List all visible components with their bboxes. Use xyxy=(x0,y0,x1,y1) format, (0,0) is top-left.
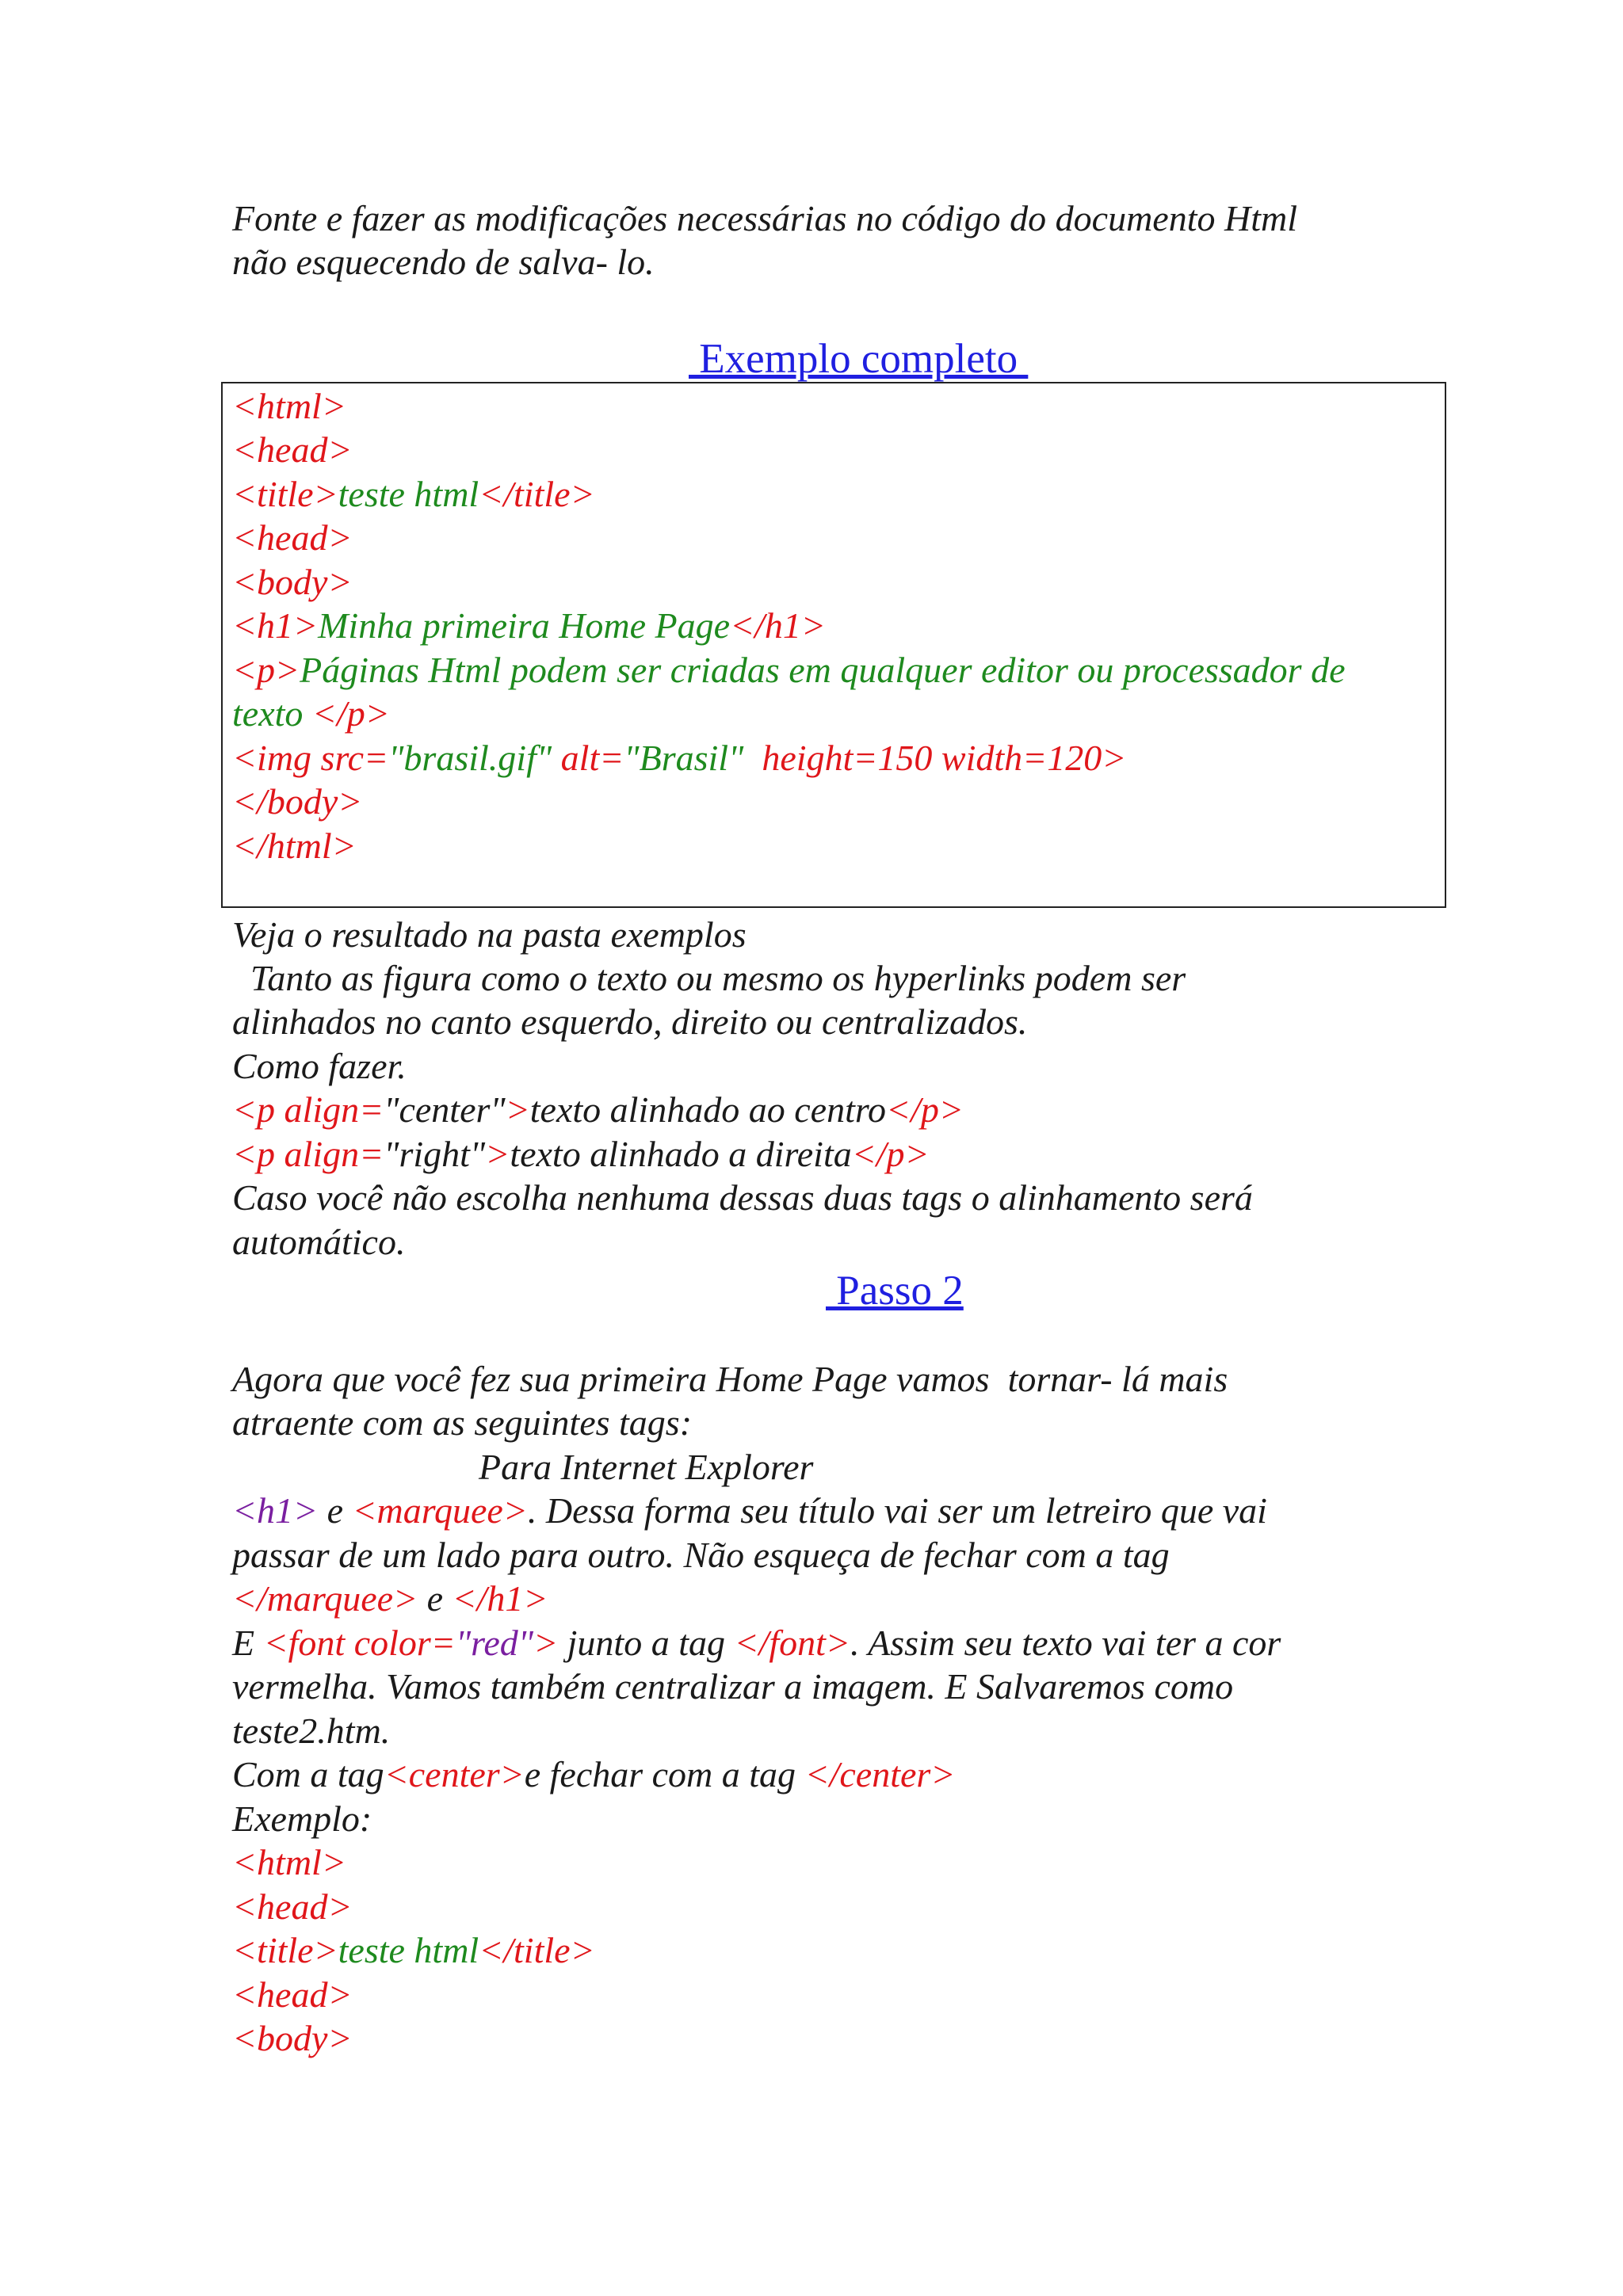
tag-content: Minha primeira Home Page xyxy=(318,605,731,646)
attr-value: "Brasil" xyxy=(624,738,744,778)
step2-line: Agora que você fez sua primeira Home Page vamos tornar- lá mais xyxy=(232,1359,1228,1399)
step2-line: passar de um lado para outro. Não esqueça de fechar com a tag xyxy=(232,1535,1170,1575)
tag: </center> xyxy=(804,1754,956,1794)
tag: <center> xyxy=(384,1754,525,1794)
code-line: <html> xyxy=(232,1842,346,1882)
tag: <img src= xyxy=(232,738,389,778)
tag: </title> xyxy=(479,1930,595,1970)
tag: </title> xyxy=(479,474,595,514)
tag: </p> xyxy=(311,693,390,734)
tag: width=120> xyxy=(941,738,1127,778)
align-center-example xyxy=(232,1088,964,1132)
attr-value: "right" xyxy=(384,1134,486,1174)
tag: <h1> xyxy=(232,605,319,646)
text: junto a tag xyxy=(558,1623,735,1663)
code-line: <head> xyxy=(232,1886,353,1927)
intro-line-1: Fonte e fazer as modificações necessárias no código do documento Html xyxy=(232,198,1297,238)
tag: </p> xyxy=(851,1134,930,1174)
code-line: <head> xyxy=(232,1974,353,2015)
tag: alt= xyxy=(552,738,624,778)
attr-value: "brasil.gif" xyxy=(388,738,552,778)
tag: </h1> xyxy=(730,605,826,646)
tag: height=150 xyxy=(743,738,941,778)
tag-content: texto alinhado a direita xyxy=(510,1134,852,1174)
step2-line: atraente com as seguintes tags: xyxy=(232,1402,693,1443)
code-line xyxy=(232,604,826,648)
result-line: Veja o resultado na pasta exemplos xyxy=(232,914,747,955)
tag: <p> xyxy=(232,650,300,690)
step2-line: Exemplo: xyxy=(232,1798,372,1839)
code-line xyxy=(232,648,1346,692)
code-line: <head> xyxy=(232,517,353,558)
tag: <font color= xyxy=(263,1623,456,1663)
tag: </marquee> xyxy=(232,1578,418,1619)
tag-content: Páginas Html podem ser criadas em qualquer editor ou processador de xyxy=(300,650,1346,690)
text: E xyxy=(232,1623,264,1663)
tag: </font> xyxy=(734,1623,850,1663)
text: . Dessa forma seu título vai ser um letreiro que vai xyxy=(527,1490,1267,1531)
code-line xyxy=(232,472,595,517)
code-line: <body> xyxy=(232,2018,353,2058)
tag-content: teste html xyxy=(338,1930,479,1970)
step2-line: teste2.htm. xyxy=(232,1711,391,1751)
code-line xyxy=(232,1928,595,1973)
heading-passo-2[interactable]: Passo 2 xyxy=(826,1268,964,1314)
step2-line xyxy=(232,1489,1267,1533)
intro-line-2: não esquecendo de salva- lo. xyxy=(232,242,655,282)
tag-content: teste html xyxy=(338,474,479,514)
result-line: alinhados no canto esquerdo, direito ou centralizados. xyxy=(232,1001,1028,1042)
step2-subheading: Para Internet Explorer xyxy=(479,1447,814,1487)
tag: > xyxy=(485,1134,510,1174)
tag: > xyxy=(533,1623,559,1663)
tag: </h1> xyxy=(452,1578,548,1619)
tag-content: texto xyxy=(232,693,312,734)
result-line: automático. xyxy=(232,1222,406,1262)
code-line xyxy=(232,692,390,736)
align-right-example xyxy=(232,1132,930,1177)
tag-content: texto alinhado ao centro xyxy=(529,1089,887,1130)
step2-line: vermelha. Vamos também centralizar a imagem. E Salvaremos como xyxy=(232,1666,1234,1707)
step2-line xyxy=(232,1577,548,1621)
heading-exemplo-completo[interactable]: Exemplo completo xyxy=(689,336,1029,382)
result-line: Como fazer. xyxy=(232,1046,407,1086)
tag: <title> xyxy=(232,1930,338,1970)
tag: <p align= xyxy=(232,1134,384,1174)
tag: <marquee> xyxy=(352,1490,528,1531)
text: Com a tag xyxy=(232,1754,384,1794)
text: e xyxy=(318,1490,353,1531)
code-line: </body> xyxy=(232,781,363,822)
tag: <title> xyxy=(232,474,338,514)
text: e fechar com a tag xyxy=(524,1754,805,1794)
text: e xyxy=(418,1578,453,1619)
code-line: <body> xyxy=(232,562,353,602)
result-line: Caso você não escolha nenhuma dessas duas tags o alinhamento será xyxy=(232,1177,1253,1218)
tag: </p> xyxy=(886,1089,964,1130)
tag: <p align= xyxy=(232,1089,384,1130)
code-line: <html> xyxy=(232,386,346,426)
text: . Assim seu texto vai ter a cor xyxy=(850,1623,1281,1663)
step2-line xyxy=(232,1621,1281,1665)
code-line xyxy=(232,736,1126,780)
tag: > xyxy=(505,1089,530,1130)
tag: <h1> xyxy=(232,1490,319,1531)
attr-value: "red" xyxy=(455,1623,534,1663)
attr-value: "center" xyxy=(384,1089,506,1130)
step2-line xyxy=(232,1753,955,1797)
result-line: Tanto as figura como o texto ou mesmo os hyperlinks podem ser xyxy=(232,958,1186,998)
code-line: </html> xyxy=(232,826,357,866)
code-line: <head> xyxy=(232,429,353,470)
